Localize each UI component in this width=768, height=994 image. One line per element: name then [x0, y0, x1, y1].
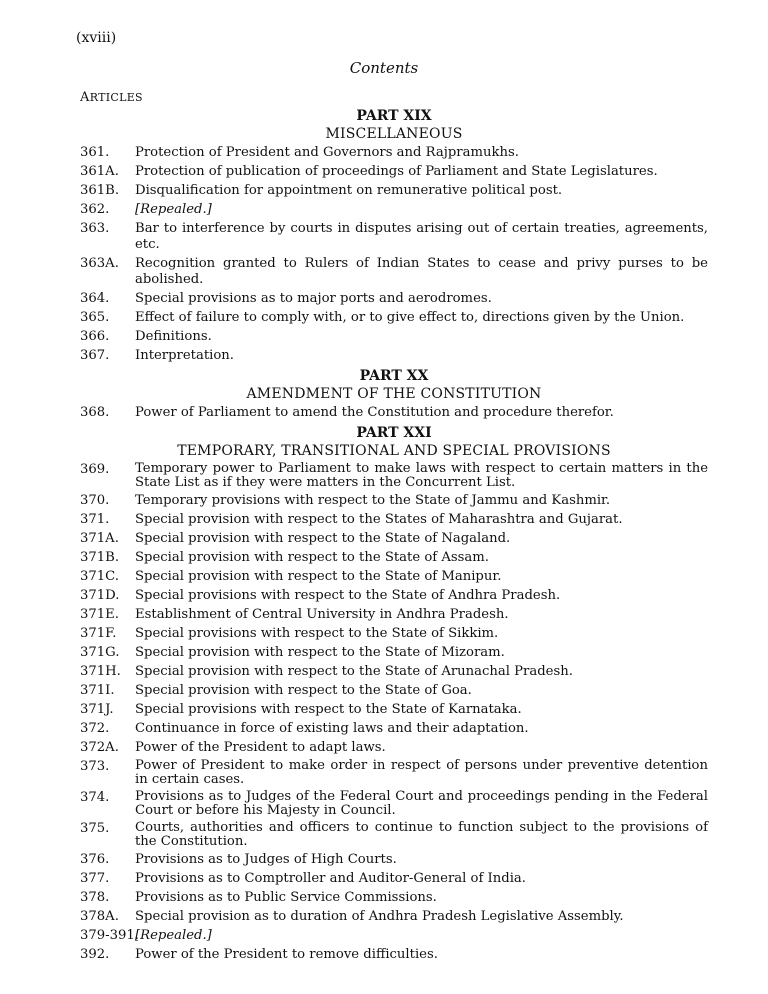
toc-entry	[80, 405, 708, 421]
toc-entry	[80, 310, 708, 326]
article-title: Special provision with respect to the State of Mizoram.	[135, 645, 505, 660]
article-number: 371H.	[80, 664, 121, 679]
article-title: Power of President to make order in respect of persons under preventive detention in certain cases.	[135, 758, 708, 787]
article-title: Protection of President and Governors and Rajpramukhs.	[135, 145, 519, 160]
part-title: TEMPORARY, TRANSITIONAL AND SPECIAL PROVISIONS	[177, 443, 611, 459]
toc-entry	[80, 947, 708, 963]
article-number: 371F.	[80, 626, 117, 641]
article-title: Power of Parliament to amend the Constitution and procedure therefor.	[135, 405, 614, 420]
article-number: 377.	[80, 871, 110, 886]
article-title: Continuance in force of existing laws and their adaptation.	[135, 721, 529, 736]
article-number: 370.	[80, 493, 110, 508]
article-number: 371.	[80, 512, 110, 527]
article-title: Effect of failure to comply with, or to give effect to, directions given by the Union.	[135, 310, 685, 325]
toc-entry	[80, 702, 708, 718]
article-title: Special provisions with respect to the State of Karnataka.	[135, 702, 522, 717]
article-title: Provisions as to Public Service Commissions.	[135, 890, 437, 905]
article-title: Special provision with respect to the State of Goa.	[135, 683, 472, 698]
article-title: Special provision with respect to the State of Assam.	[135, 550, 489, 565]
article-number: 361.	[80, 145, 110, 160]
article-number: 361B.	[80, 183, 120, 198]
articles-label-initial: A	[80, 90, 90, 105]
article-title: Courts, authorities and officers to continue to function subject to the provisions of the Constitution.	[135, 820, 708, 849]
articles-label	[80, 90, 143, 105]
article-number: 373.	[80, 759, 110, 774]
toc-entry	[80, 626, 708, 642]
article-title: Provisions as to Comptroller and Auditor-General of India.	[135, 871, 526, 886]
articles-label-rest: RTICLES	[89, 91, 143, 104]
toc-entry	[80, 145, 708, 161]
article-number: 371D.	[80, 588, 120, 603]
toc-entry	[80, 790, 708, 818]
article-number: 372A.	[80, 740, 119, 755]
article-number: 371G.	[80, 645, 120, 660]
page-number: (xviii)	[76, 30, 117, 46]
article-number: 365.	[80, 310, 110, 325]
article-title: Special provisions with respect to the State of Andhra Pradesh.	[135, 588, 561, 603]
article-number: 366.	[80, 329, 110, 344]
toc-entry	[80, 164, 708, 180]
toc-entry	[80, 721, 708, 737]
toc-entry	[80, 512, 708, 528]
toc-entry	[80, 740, 708, 756]
article-title: Temporary provisions with respect to the State of Jammu and Kashmir.	[135, 493, 611, 508]
article-number: 375.	[80, 821, 110, 836]
article-title: Special provision with respect to the State of Arunachal Pradesh.	[135, 664, 573, 679]
toc-entry	[80, 821, 708, 849]
toc-entry	[80, 607, 708, 623]
article-number: 371A.	[80, 531, 119, 546]
article-number: 371B.	[80, 550, 120, 565]
toc-entry	[80, 759, 708, 787]
toc-entry	[80, 645, 708, 661]
article-number: 362.	[80, 202, 110, 217]
article-number: 371C.	[80, 569, 119, 584]
article-title: Special provision with respect to the State of Nagaland.	[135, 531, 511, 546]
article-title: Recognition granted to Rulers of Indian States to cease and privy purses to be abolished.	[135, 256, 708, 287]
contents-heading: Contents	[349, 59, 419, 77]
article-number: 374.	[80, 790, 110, 805]
article-title: Provisions as to Judges of the Federal Court and proceedings pending in the Federal Court or before his Majesty in Council.	[135, 789, 708, 818]
article-title: Special provision with respect to the State of Manipur.	[135, 569, 502, 584]
part-title: AMENDMENT OF THE CONSTITUTION	[246, 386, 542, 402]
article-title: Power of the President to adapt laws.	[135, 740, 386, 755]
article-title: Protection of publication of proceedings of Parliament and State Legislatures.	[135, 164, 658, 179]
article-number: 372.	[80, 721, 110, 736]
table-of-contents	[80, 106, 708, 966]
toc-entry	[80, 588, 708, 604]
article-number: 378A.	[80, 909, 119, 924]
toc-entry	[80, 183, 708, 199]
article-number: 379-391.	[80, 928, 139, 943]
article-number: 392.	[80, 947, 110, 962]
article-number: 368.	[80, 405, 110, 420]
toc-entry	[80, 531, 708, 547]
article-title: Special provision with respect to the States of Maharashtra and Gujarat.	[135, 512, 623, 527]
article-number: 371E.	[80, 607, 119, 622]
part-heading: PART XX	[359, 368, 429, 384]
toc-entry	[80, 462, 708, 490]
toc-entry	[80, 664, 708, 680]
article-title: Definitions.	[135, 329, 212, 344]
article-title: Provisions as to Judges of High Courts.	[135, 852, 397, 867]
part-heading: PART XXI	[356, 425, 432, 441]
toc-entry	[80, 291, 708, 307]
toc-entry	[80, 928, 708, 944]
article-number: 371I.	[80, 683, 115, 698]
article-title: Special provision as to duration of Andhra Pradesh Legislative Assembly.	[135, 909, 624, 924]
toc-entry	[80, 852, 708, 868]
article-number: 367.	[80, 348, 110, 363]
article-number: 361A.	[80, 164, 119, 179]
article-number: 363A.	[80, 256, 119, 271]
toc-entry	[80, 493, 708, 509]
article-title: Power of the President to remove difficulties.	[135, 947, 438, 962]
article-title: Bar to interference by courts in disputes arising out of certain treaties, agreements, etc.	[135, 221, 708, 252]
toc-entry	[80, 550, 708, 566]
article-number: 376.	[80, 852, 110, 867]
toc-entry	[80, 909, 708, 925]
part-title: MISCELLANEOUS	[325, 126, 463, 142]
part-heading: PART XIX	[356, 108, 432, 124]
article-title: Special provisions as to major ports and aerodromes.	[135, 291, 492, 306]
article-title: Temporary power to Parliament to make laws with respect to certain matters in the State List as if they were matters in the Concurrent List.	[135, 461, 708, 490]
article-title: Interpretation.	[135, 348, 234, 363]
article-number: 378.	[80, 890, 110, 905]
article-title: [Repealed.]	[135, 202, 212, 217]
toc-entry	[80, 329, 708, 345]
article-title: Special provisions with respect to the State of Sikkim.	[135, 626, 499, 641]
toc-entry	[80, 569, 708, 585]
article-number: 364.	[80, 291, 110, 306]
article-number: 363.	[80, 221, 110, 236]
toc-entry	[80, 890, 708, 906]
article-title: Disqualification for appointment on remunerative political post.	[135, 183, 563, 198]
toc-entry	[80, 683, 708, 699]
article-title: Establishment of Central University in Andhra Pradesh.	[135, 607, 509, 622]
toc-entry	[80, 221, 708, 253]
toc-entry	[80, 202, 708, 218]
toc-entry	[80, 871, 708, 887]
toc-entry	[80, 256, 708, 288]
article-title: [Repealed.]	[135, 928, 212, 943]
toc-entry	[80, 348, 708, 364]
article-number: 369.	[80, 462, 110, 477]
article-number: 371J.	[80, 702, 114, 717]
